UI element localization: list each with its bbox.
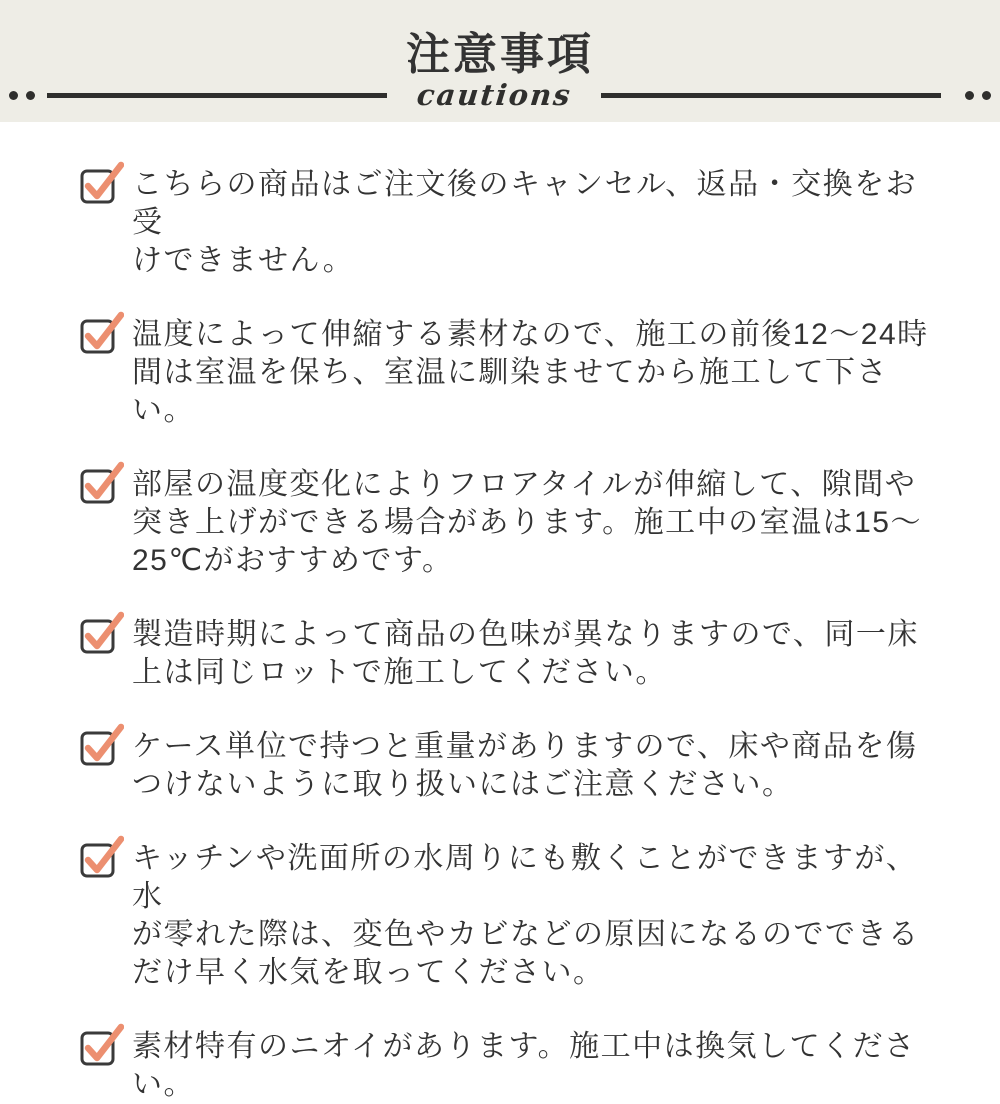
caution-text [132, 616, 919, 692]
checkbox-checked-icon [78, 1020, 124, 1073]
caution-text [132, 840, 940, 992]
caution-line: 製造時期によって商品の色味が異なりますので、同一床 [132, 618, 919, 651]
caution-line: キッチンや洗面所の水周りにも敷くことができますが、水 [132, 842, 918, 913]
list-item [78, 728, 940, 804]
list-item [78, 616, 940, 692]
caution-line: つけないように取り扱いにはご注意ください。 [132, 768, 794, 801]
divider-dot [26, 91, 35, 100]
list-item [78, 1028, 940, 1104]
page-subtitle: cautions [414, 78, 574, 112]
checkbox-checked-icon [78, 158, 124, 211]
caution-line: が零れた際は、変色やカビなどの原因になるのでできる [132, 918, 920, 951]
caution-text [132, 728, 917, 804]
page-title: 注意事項 [406, 30, 594, 79]
checkbox-checked-icon [78, 832, 124, 885]
caution-line: ケース単位で持つと重量がありますので、床や商品を傷 [132, 730, 918, 763]
header-divider [0, 78, 1000, 112]
cautions-list [0, 122, 1000, 1104]
caution-line: 上は同じロットで施工してください。 [132, 656, 667, 689]
divider-dot [982, 91, 991, 100]
list-item [78, 466, 940, 580]
list-item [78, 316, 940, 430]
caution-line: 間は室温を保ち、室温に馴染ませてから施工して下さい。 [132, 356, 888, 427]
divider-rule [47, 93, 387, 98]
caution-line: 突き上げができる場合があります。施工中の室温は15〜 [132, 506, 922, 539]
checkbox-checked-icon [78, 720, 124, 773]
caution-text [132, 166, 940, 280]
divider-rule [601, 93, 941, 98]
divider-dot [965, 91, 974, 100]
caution-line: こちらの商品はご注文後のキャンセル、返品・交換をお受 [132, 168, 918, 239]
checkbox-checked-icon [78, 608, 124, 661]
cautions-header [0, 0, 1000, 122]
caution-text [132, 1028, 940, 1104]
checkbox-checked-icon [78, 308, 124, 361]
caution-line: 温度によって伸縮する素材なので、施工の前後12〜24時 [132, 318, 929, 351]
list-item [78, 166, 940, 280]
list-item [78, 840, 940, 992]
caution-text [132, 466, 922, 580]
caution-line: 素材特有のニオイがあります。施工中は換気してください。 [132, 1030, 916, 1101]
caution-line: だけ早く水気を取ってください。 [132, 956, 605, 989]
checkbox-checked-icon [78, 458, 124, 511]
caution-text [132, 316, 940, 430]
caution-line: 25℃がおすすめです。 [132, 544, 454, 577]
caution-line: けできません。 [132, 244, 355, 277]
divider-dot [9, 91, 18, 100]
caution-line: 部屋の温度変化によりフロアタイルが伸縮して、隙間や [132, 468, 917, 501]
